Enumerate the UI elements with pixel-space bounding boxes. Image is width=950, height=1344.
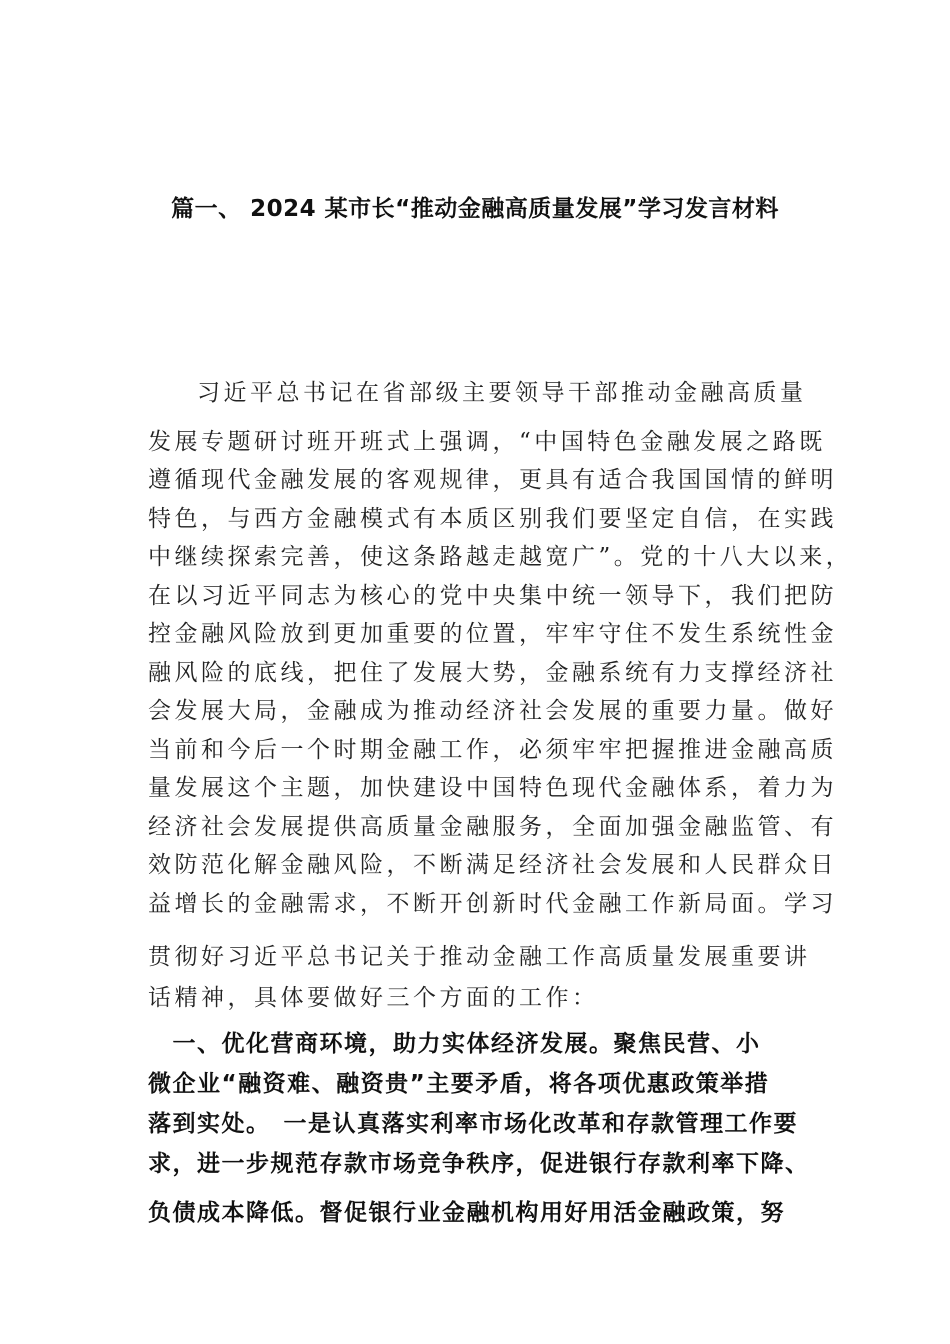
paragraph-line: 遵循现代金融发展的客观规律，更具有适合我国国情的鲜明 [148,467,837,493]
paragraph-line: 习近平总书记在省部级主要领导干部推动金融高质量 [197,380,807,406]
paragraph-line: 控金融风险放到更加重要的位置，牢牢守住不发生系统性金 [148,621,837,647]
paragraph-line: 益增长的金融需求，不断开创新时代金融工作新局面。学习 [148,891,837,917]
bold-paragraph-line: 一、优化营商环境，助力实体经济发展。聚焦民营、小 [148,1031,761,1057]
paragraph-line: 量发展这个主题，加快建设中国特色现代金融体系，着力为 [148,775,837,801]
document-title: 篇一、 2024 某市长“推动金融高质量发展”学习发言材料 [171,196,779,222]
paragraph-line: 融风险的底线，把住了发展大势，金融系统有力支撑经济社 [148,660,837,686]
paragraph-line: 会发展大局，金融成为推动经济社会发展的重要力量。做好 [148,698,837,724]
bold-paragraph-line: 负债成本降低。督促银行业金融机构用好用活金融政策，努 [148,1200,785,1226]
paragraph-line: 当前和今后一个时期金融工作，必须牢牢把握推进金融高质 [148,737,837,763]
paragraph-line: 贯彻好习近平总书记关于推动金融工作高质量发展重要讲 [148,944,811,970]
paragraph-line: 特色，与西方金融模式有本质区别我们要坚定自信，在实践 [148,506,837,532]
paragraph-line: 效防范化解金融风险，不断满足经济社会发展和人民群众日 [148,852,837,878]
bold-paragraph-line: 微企业“融资难、融资贵”主要矛盾，将各项优惠政策举措 [148,1071,770,1097]
paragraph-line: 在以习近平同志为核心的党中央集中统一领导下，我们把防 [148,583,837,609]
bold-paragraph-line: 落到实处。 一是认真落实利率市场化改革和存款管理工作要 [148,1111,798,1137]
bold-paragraph-line: 求，进一步规范存款市场竞争秩序，促进银行存款利率下降、 [148,1151,810,1177]
paragraph-line: 中继续探索完善，使这条路越走越宽广”。党的十八大以来， [148,544,853,570]
paragraph-line: 经济社会发展提供高质量金融服务，全面加强金融监管、有 [148,814,837,840]
paragraph-line: 发展专题研讨班开班式上强调，“中国特色金融发展之路既 [148,429,826,455]
paragraph-line: 话精神，具体要做好三个方面的工作： [148,985,599,1011]
